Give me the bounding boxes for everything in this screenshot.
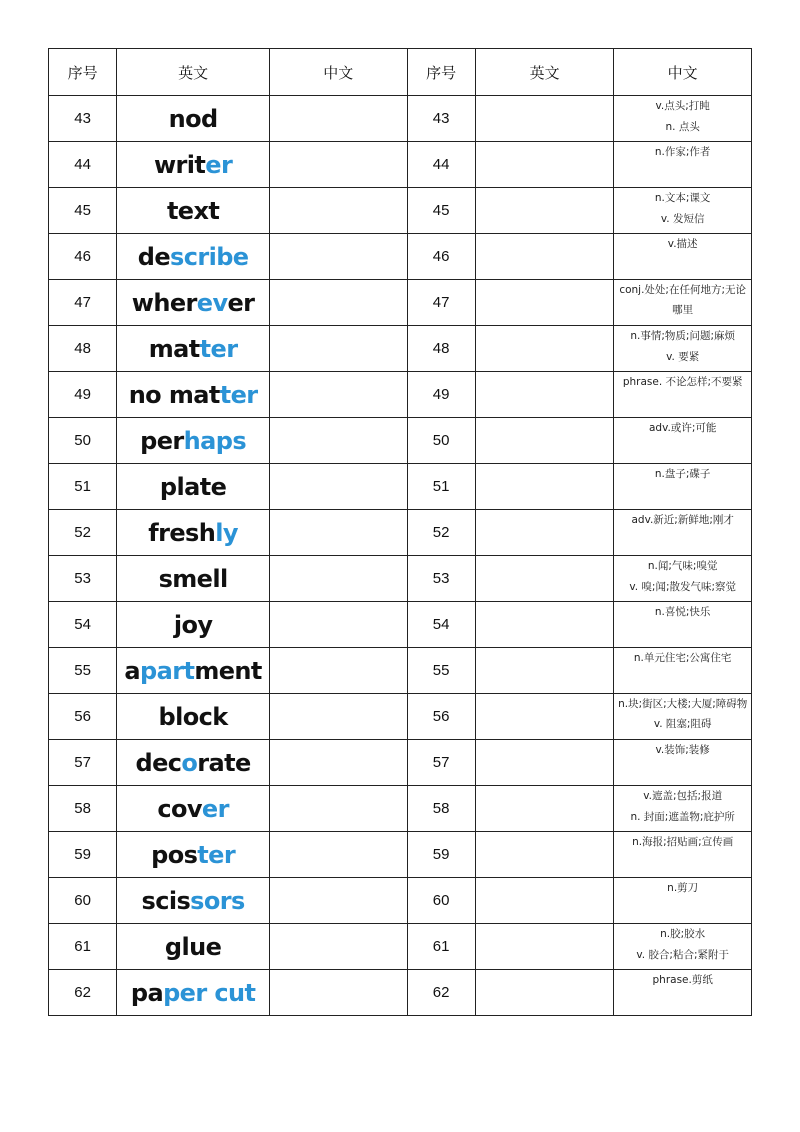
definition-line: v.点头;打盹 xyxy=(655,100,710,112)
row-number-right: 44 xyxy=(407,142,475,188)
english-blank-right xyxy=(475,924,614,970)
definition-line: adv.新近;新鲜地;刚才 xyxy=(631,514,734,526)
vocabulary-table xyxy=(48,48,752,1016)
english-word xyxy=(117,326,270,372)
word-segment: glue xyxy=(164,932,222,961)
word-highlight-segment: ter xyxy=(197,840,236,869)
definition-line: n.喜悦;快乐 xyxy=(654,606,711,618)
row-number-right: 60 xyxy=(407,878,475,924)
definition-line: n.单元住宅;公寓住宅 xyxy=(633,652,732,664)
definition-line: n. 点头 xyxy=(665,121,700,133)
table-row xyxy=(49,924,752,970)
word-segment: ment xyxy=(194,656,262,685)
definition-line: v. 阻塞;阻碍 xyxy=(653,718,712,730)
word-highlight-segment: er xyxy=(201,794,229,823)
word-segment: cov xyxy=(157,794,202,823)
header-english-left: 英文 xyxy=(117,49,270,96)
row-number-left: 49 xyxy=(49,372,117,418)
definition-line: adv.或许;可能 xyxy=(648,422,717,434)
word-highlight-segment: per cut xyxy=(163,978,256,1007)
english-blank-right xyxy=(475,832,614,878)
english-blank-right xyxy=(475,280,614,326)
english-blank-right xyxy=(475,970,614,1016)
chinese-blank-left xyxy=(269,188,407,234)
chinese-blank-left xyxy=(269,832,407,878)
definition-line: n.闻;气味;嗅觉 xyxy=(647,560,718,572)
english-word xyxy=(117,694,270,740)
english-word xyxy=(117,372,270,418)
row-number-left: 53 xyxy=(49,556,117,602)
word-highlight-segment: part xyxy=(140,656,195,685)
definition-line: n.剪刀 xyxy=(667,882,699,894)
english-blank-right xyxy=(475,142,614,188)
chinese-blank-left xyxy=(269,510,407,556)
definition-line: n.作家;作者 xyxy=(654,146,711,158)
row-number-right: 52 xyxy=(407,510,475,556)
english-blank-right xyxy=(475,740,614,786)
english-blank-right xyxy=(475,188,614,234)
row-number-right: 58 xyxy=(407,786,475,832)
table-row xyxy=(49,556,752,602)
definition-line: conj.处处;在任何地方;无论哪里 xyxy=(619,284,747,316)
definition-line: n. 封面;遮盖物;庇护所 xyxy=(630,811,735,823)
chinese-blank-left xyxy=(269,556,407,602)
definition-line: n.海报;招贴画;宣传画 xyxy=(632,836,734,848)
chinese-definition xyxy=(614,418,752,464)
word-segment: text xyxy=(166,196,220,225)
english-word xyxy=(117,418,270,464)
row-number-left: 46 xyxy=(49,234,117,280)
row-number-left: 48 xyxy=(49,326,117,372)
row-number-left: 59 xyxy=(49,832,117,878)
chinese-blank-left xyxy=(269,234,407,280)
table-row xyxy=(49,510,752,556)
header-english-right: 英文 xyxy=(475,49,614,96)
english-blank-right xyxy=(475,602,614,648)
chinese-blank-left xyxy=(269,326,407,372)
word-segment: scis xyxy=(141,886,191,915)
row-number-right: 53 xyxy=(407,556,475,602)
word-segment: writ xyxy=(153,150,206,179)
english-word xyxy=(117,556,270,602)
word-segment: de xyxy=(137,242,171,271)
word-segment: block xyxy=(158,702,228,731)
row-number-right: 51 xyxy=(407,464,475,510)
word-highlight-segment: ter xyxy=(199,334,238,363)
word-segment: mat xyxy=(148,334,200,363)
table-row xyxy=(49,970,752,1016)
english-blank-right xyxy=(475,786,614,832)
chinese-blank-left xyxy=(269,740,407,786)
word-segment: rate xyxy=(197,748,251,777)
row-number-right: 54 xyxy=(407,602,475,648)
chinese-blank-left xyxy=(269,142,407,188)
table-row xyxy=(49,832,752,878)
chinese-definition xyxy=(614,326,752,372)
table-row xyxy=(49,280,752,326)
row-number-left: 57 xyxy=(49,740,117,786)
chinese-definition xyxy=(614,372,752,418)
row-number-left: 45 xyxy=(49,188,117,234)
table-row xyxy=(49,142,752,188)
english-blank-right xyxy=(475,326,614,372)
english-word xyxy=(117,786,270,832)
chinese-blank-left xyxy=(269,372,407,418)
definition-line: n.事情;物质;问题;麻烦 xyxy=(630,330,735,342)
chinese-blank-left xyxy=(269,924,407,970)
chinese-definition xyxy=(614,970,752,1016)
header-number-left: 序号 xyxy=(49,49,117,96)
row-number-right: 50 xyxy=(407,418,475,464)
chinese-definition xyxy=(614,510,752,556)
word-segment: no mat xyxy=(128,380,220,409)
table-row xyxy=(49,418,752,464)
word-segment: wher xyxy=(131,288,197,317)
chinese-definition xyxy=(614,556,752,602)
word-highlight-segment: er xyxy=(205,150,233,179)
english-blank-right xyxy=(475,878,614,924)
chinese-blank-left xyxy=(269,280,407,326)
english-blank-right xyxy=(475,648,614,694)
chinese-definition xyxy=(614,878,752,924)
definition-line: n.文本;课文 xyxy=(654,192,711,204)
word-highlight-segment: haps xyxy=(183,426,247,455)
row-number-right: 47 xyxy=(407,280,475,326)
row-number-right: 56 xyxy=(407,694,475,740)
row-number-left: 60 xyxy=(49,878,117,924)
header-number-right: 序号 xyxy=(407,49,475,96)
word-highlight-segment: scribe xyxy=(170,242,249,271)
table-row xyxy=(49,234,752,280)
row-number-right: 46 xyxy=(407,234,475,280)
chinese-definition xyxy=(614,740,752,786)
english-word xyxy=(117,188,270,234)
chinese-definition xyxy=(614,648,752,694)
table-row xyxy=(49,878,752,924)
chinese-definition xyxy=(614,96,752,142)
word-segment: a xyxy=(124,656,141,685)
row-number-left: 44 xyxy=(49,142,117,188)
row-number-right: 62 xyxy=(407,970,475,1016)
row-number-left: 47 xyxy=(49,280,117,326)
english-blank-right xyxy=(475,372,614,418)
english-blank-right xyxy=(475,464,614,510)
english-blank-right xyxy=(475,694,614,740)
table-row xyxy=(49,372,752,418)
definition-line: n.胶;胶水 xyxy=(660,928,706,940)
chinese-definition xyxy=(614,142,752,188)
chinese-definition xyxy=(614,280,752,326)
chinese-blank-left xyxy=(269,970,407,1016)
definition-line: phrase. 不论怎样;不要紧 xyxy=(622,376,743,388)
row-number-left: 56 xyxy=(49,694,117,740)
table-row xyxy=(49,602,752,648)
chinese-definition xyxy=(614,832,752,878)
chinese-blank-left xyxy=(269,464,407,510)
english-blank-right xyxy=(475,234,614,280)
row-number-right: 49 xyxy=(407,372,475,418)
chinese-blank-left xyxy=(269,786,407,832)
definition-line: v.描述 xyxy=(667,238,698,250)
word-segment: er xyxy=(227,288,255,317)
definition-line: v.装饰;装修 xyxy=(655,744,710,756)
word-highlight-segment: sors xyxy=(190,886,245,915)
table-row xyxy=(49,694,752,740)
english-word xyxy=(117,510,270,556)
row-number-left: 62 xyxy=(49,970,117,1016)
row-number-right: 43 xyxy=(407,96,475,142)
row-number-right: 57 xyxy=(407,740,475,786)
english-word xyxy=(117,96,270,142)
table-row xyxy=(49,188,752,234)
chinese-blank-left xyxy=(269,96,407,142)
word-segment: pos xyxy=(151,840,198,869)
definition-line: v.遮盖;包括;报道 xyxy=(643,790,723,802)
definition-line: n.盘子;碟子 xyxy=(654,468,711,480)
word-segment: nod xyxy=(168,104,218,133)
word-segment: pa xyxy=(130,978,164,1007)
definition-line: v. 要紧 xyxy=(666,351,700,363)
row-number-left: 55 xyxy=(49,648,117,694)
row-number-right: 59 xyxy=(407,832,475,878)
word-highlight-segment: o xyxy=(181,748,198,777)
chinese-definition xyxy=(614,234,752,280)
row-number-left: 58 xyxy=(49,786,117,832)
word-segment: joy xyxy=(173,610,213,639)
word-segment: per xyxy=(140,426,184,455)
chinese-blank-left xyxy=(269,602,407,648)
english-blank-right xyxy=(475,418,614,464)
row-number-right: 48 xyxy=(407,326,475,372)
english-word xyxy=(117,464,270,510)
word-segment: plate xyxy=(159,472,227,501)
word-highlight-segment: ev xyxy=(196,288,228,317)
word-highlight-segment: ly xyxy=(215,518,238,547)
chinese-blank-left xyxy=(269,878,407,924)
table-row xyxy=(49,740,752,786)
english-word xyxy=(117,924,270,970)
chinese-definition xyxy=(614,924,752,970)
row-number-right: 55 xyxy=(407,648,475,694)
english-blank-right xyxy=(475,96,614,142)
chinese-blank-left xyxy=(269,694,407,740)
table-row xyxy=(49,786,752,832)
english-word xyxy=(117,740,270,786)
header-chinese-left: 中文 xyxy=(269,49,407,96)
chinese-definition xyxy=(614,602,752,648)
vocabulary-rows xyxy=(49,96,752,1016)
english-word xyxy=(117,280,270,326)
row-number-left: 51 xyxy=(49,464,117,510)
definition-line: phrase.剪纸 xyxy=(652,974,713,986)
row-number-left: 52 xyxy=(49,510,117,556)
english-blank-right xyxy=(475,510,614,556)
english-word xyxy=(117,878,270,924)
row-number-left: 43 xyxy=(49,96,117,142)
table-row xyxy=(49,96,752,142)
english-word xyxy=(117,142,270,188)
table-row xyxy=(49,464,752,510)
definition-line: v. 发短信 xyxy=(660,213,705,225)
chinese-definition xyxy=(614,188,752,234)
chinese-definition xyxy=(614,786,752,832)
english-word xyxy=(117,832,270,878)
chinese-blank-left xyxy=(269,418,407,464)
english-word xyxy=(117,648,270,694)
definition-line: v. 胶合;粘合;紧附于 xyxy=(636,949,729,961)
word-segment: dec xyxy=(135,748,182,777)
definition-line: n.块;街区;大楼;大厦;障碍物 xyxy=(618,698,748,710)
table-row xyxy=(49,326,752,372)
english-word xyxy=(117,234,270,280)
english-blank-right xyxy=(475,556,614,602)
row-number-left: 50 xyxy=(49,418,117,464)
table-row xyxy=(49,648,752,694)
english-word xyxy=(117,970,270,1016)
chinese-definition xyxy=(614,464,752,510)
english-word xyxy=(117,602,270,648)
word-highlight-segment: ter xyxy=(219,380,258,409)
row-number-left: 54 xyxy=(49,602,117,648)
word-segment: smell xyxy=(158,564,228,593)
table-header-row xyxy=(49,49,752,96)
row-number-left: 61 xyxy=(49,924,117,970)
row-number-right: 61 xyxy=(407,924,475,970)
row-number-right: 45 xyxy=(407,188,475,234)
chinese-blank-left xyxy=(269,648,407,694)
definition-line: v. 嗅;闻;散发气味;察觉 xyxy=(629,581,737,593)
word-segment: fresh xyxy=(148,518,216,547)
header-chinese-right: 中文 xyxy=(614,49,752,96)
chinese-definition xyxy=(614,694,752,740)
